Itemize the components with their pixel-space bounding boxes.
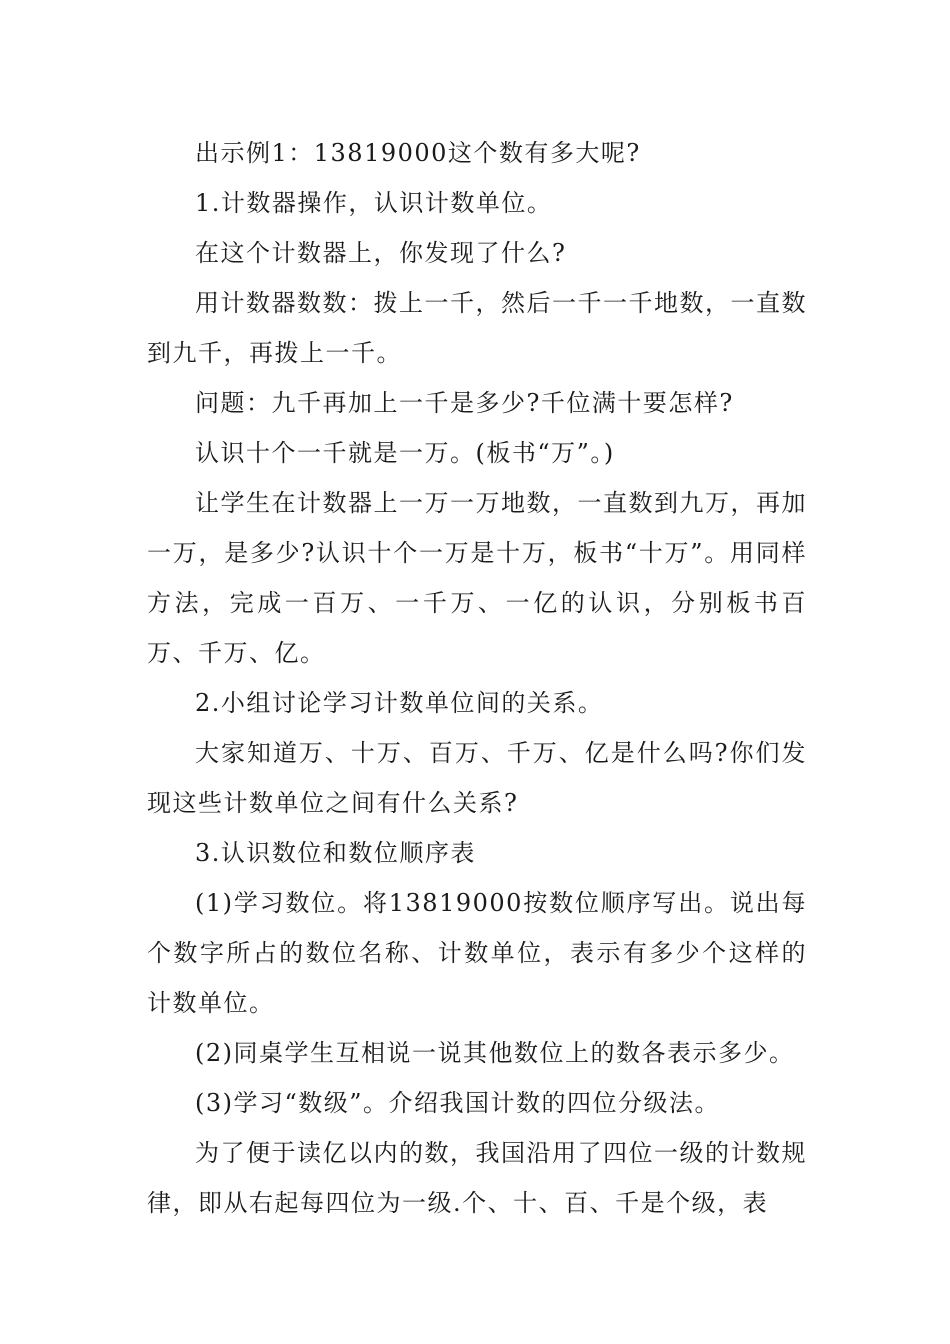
paragraph-counting-ten-thousands: 让学生在计数器上一万一万地数，一直数到九万，再加一万，是多少?认识十个一万是十万，板书“十万”。用同样方法，完成一百万、一千万、一亿的认识，分别板书百万、千万、亿。 [147,489,807,667]
paragraph-step-1-heading: 1.计数器操作，认识计数单位。 [195,189,553,217]
paragraph-learn-places: (1)学习数位。将13819000按数位顺序写出。说出每个数字所占的数位名称、计数单位，表示有多少个这样的计数单位。 [147,889,807,1017]
paragraph-example-intro: 出示例1：13819000这个数有多大呢? [195,139,641,167]
paragraph-question-counter: 在这个计数器上，你发现了什么? [195,239,567,267]
paragraph-step-2-heading: 2.小组讨论学习计数单位间的关系。 [195,689,604,717]
paragraph-unit-relations: 大家知道万、十万、百万、千万、亿是什么吗?你们发现这些计数单位之间有什么关系? [147,739,807,817]
paragraph-question-nine-thousand: 问题：九千再加上一千是多少?千位满十要怎样? [195,389,734,417]
paragraph-learn-periods: (3)学习“数级”。介绍我国计数的四位分级法。 [195,1089,721,1117]
paragraph-counting-thousands: 用计数器数数：拨上一千，然后一千一千地数，一直数到九千，再拨上一千。 [147,289,807,367]
paragraph-four-digit-grouping: 为了便于读亿以内的数，我国沿用了四位一级的计数规律，即从右起每四位为一级.个、十、百、千是个级，表 [147,1139,807,1217]
document-body [147,128,807,1228]
paragraph-deskmate-discussion: (2)同桌学生互相说一说其他数位上的数各表示多少。 [195,1039,795,1067]
paragraph-ten-thousand: 认识十个一千就是一万。(板书“万”。) [195,439,615,467]
paragraph-step-3-heading: 3.认识数位和数位顺序表 [195,839,476,867]
